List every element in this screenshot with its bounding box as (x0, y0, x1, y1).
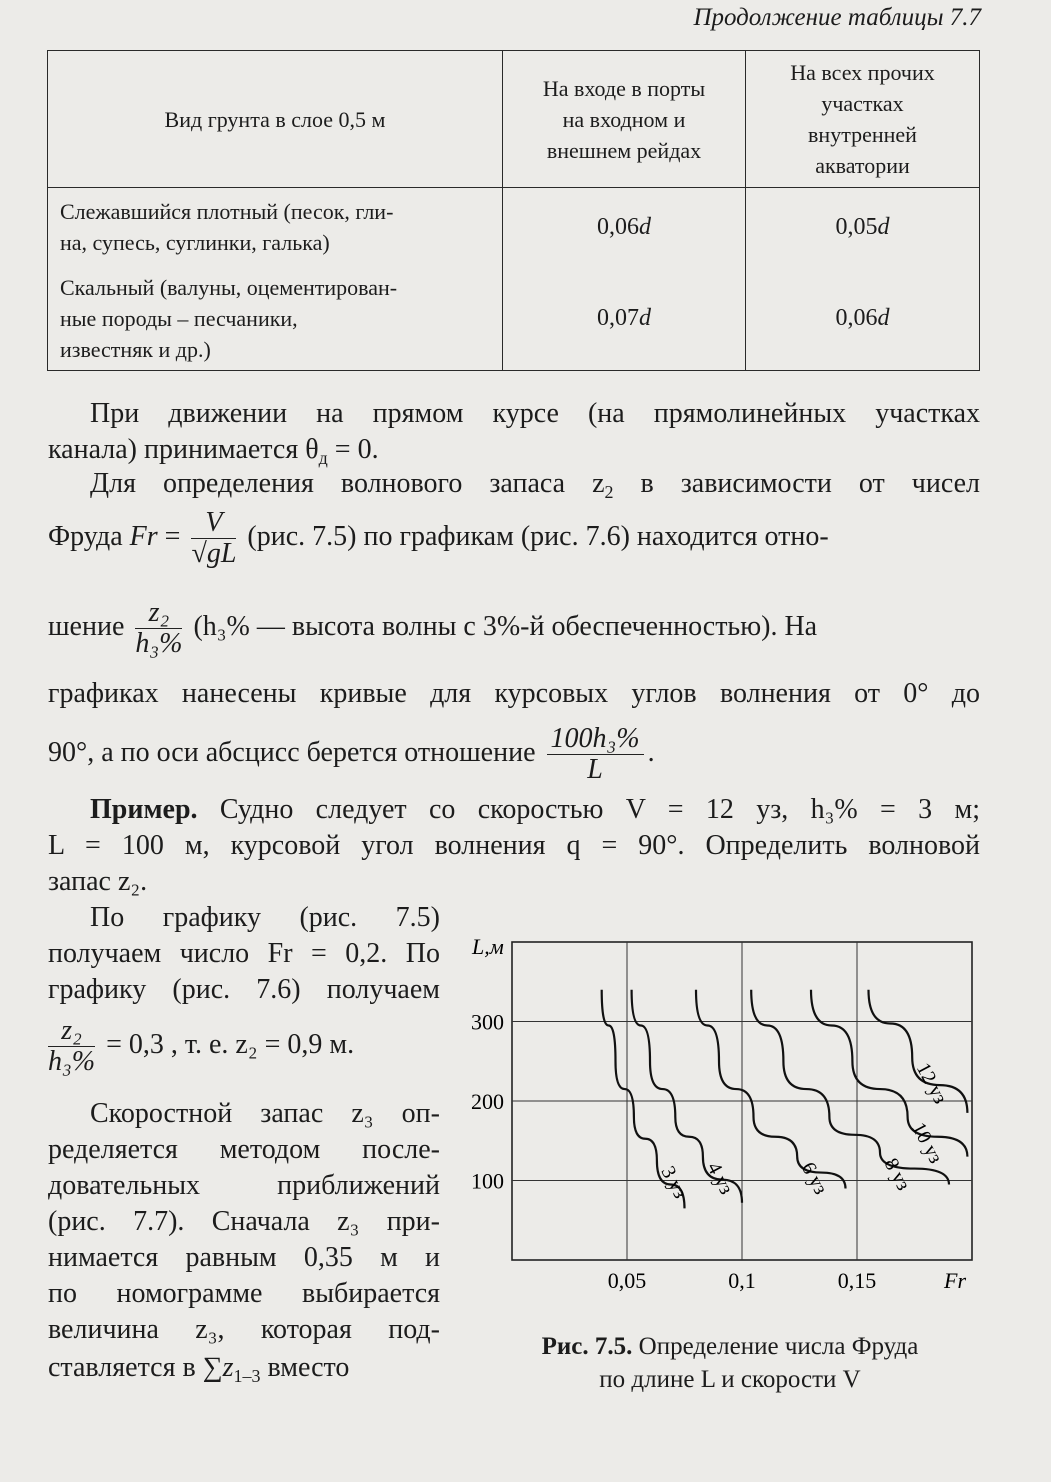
figure-caption: Рис. 7.5. Определение числа Фруда по длине L и скорости V (541, 1333, 919, 1393)
y-tick-label: 300 (471, 1009, 504, 1035)
column-line: (рис. 7.7). Сначала z₃ при- (48, 1206, 440, 1237)
header-soil-type: Вид грунта в слое 0,5 м (48, 51, 503, 188)
value-cell: 0,05d (746, 188, 980, 267)
column-line: графику (рис. 7.6) получаем (48, 974, 440, 1005)
series-label: 10 уз (907, 1118, 947, 1168)
z2-fraction: $\frac{\text{z₂}}{\text{h₃\%}}$ (48, 1015, 96, 1077)
x-tick-label: 0,1 (728, 1268, 756, 1293)
row-label: Скальный (валуны, оцементирован- ные породы – песчаники, известняк и др.) (48, 266, 503, 371)
table-row (48, 266, 980, 371)
y-tick-label: 100 (471, 1168, 504, 1194)
series-line (811, 990, 967, 1157)
series-line (696, 990, 846, 1189)
x-tick-label: 0,05 (607, 1268, 647, 1293)
header-other-areas: На всех прочих участках внутренней акватории (746, 51, 980, 188)
column-line: величина z₃, которая под- (48, 1314, 440, 1345)
series-line (751, 990, 949, 1185)
series-line (869, 990, 968, 1113)
paragraph-line: Фруда Fr = $\frac{V}{√gL}$ (рис. 7.5) по графикам (рис. 7.6) находится отно- (48, 507, 829, 569)
paragraph-line: При движении на прямом курсе (на прямолинейных участках (90, 398, 980, 429)
column-line: ределяется методом после- (48, 1134, 440, 1165)
paragraph-line: канала) принимается $\theta_д = 0$. (48, 434, 379, 468)
column-line: По графику (рис. 7.5) (90, 902, 440, 933)
series-label: 6 уз (796, 1158, 832, 1199)
value-cell: 0,06d (503, 188, 746, 267)
table-row (48, 188, 980, 267)
series-label: 4 уз (702, 1158, 738, 1199)
table-header-row (48, 51, 980, 188)
y-tick-label: 200 (471, 1089, 504, 1114)
value-cell: 0,06d (746, 266, 980, 371)
paragraph-line: графиках нанесены кривые для курсовых углов волнения от 0° до (48, 678, 980, 709)
row-label: Слежавшийся плотный (песок, гли- на, супесь, суглинки, галька) (48, 188, 503, 267)
example-line: L = 100 м, курсовой угол волнения q = 90°. Определить волновой (48, 830, 980, 861)
column-line: нимается равным 0,35 м и (48, 1242, 440, 1273)
series-label: 3 уз (656, 1162, 692, 1203)
column-line: $\frac{\text{z₂}}{\text{h₃\%}}$ = 0,3 , т. е. z₂ = 0,9 м. (48, 1015, 355, 1077)
series-label: 12 уз (911, 1059, 952, 1108)
column-line: по номограмме выбирается (48, 1278, 440, 1309)
value-cell: 0,07d (503, 266, 746, 371)
column-line: Скоростной запас z₃ оп- (90, 1098, 440, 1129)
paragraph-line: шение $\frac{\text{z₂}}{\text{h₃\%}}$ (h₃% — высота волны с 3%-й обеспеченностью). На (48, 597, 818, 659)
ratio-fraction: $\frac{\text{z₂}}{\text{h₃\%}}$ (135, 597, 183, 659)
paragraph-line: 90°, а по оси абсцисс берется отношение $\frac{\text{100h₃\%}}{L}$ . (48, 723, 655, 785)
paragraph-line: Для определения волнового запаса $z_2$ в зависимости от чисел (90, 468, 980, 502)
column-line: получаем число Fr = 0,2. По (48, 938, 440, 969)
froude-number-chart (462, 928, 982, 1308)
abscissa-fraction: $\frac{\text{100h₃\%}}{L}$ (547, 724, 644, 785)
example-line: запас z₂. (48, 866, 148, 897)
column-line: довательных приближений (48, 1170, 440, 1201)
soil-table (47, 50, 980, 371)
series-label: 8 уз (879, 1154, 915, 1195)
header-port-entrance: На входе в порты на входном и внешнем рейдах (503, 51, 746, 188)
froude-formula: $\frac{V}{√gL}$ (191, 507, 237, 569)
x-axis-label: Fr (944, 1268, 966, 1293)
column-line: ставляется в $\sum z_{1-3}$ вместо (48, 1352, 350, 1386)
x-tick-label: 0,15 (837, 1268, 877, 1293)
table-continuation-caption: Продолжение таблицы 7.7 (693, 4, 981, 31)
y-axis-label: L,м (472, 934, 504, 959)
example-line: Пример. Судно следует со скоростью V = 12 уз, h₃% = 3 м; (90, 794, 980, 825)
